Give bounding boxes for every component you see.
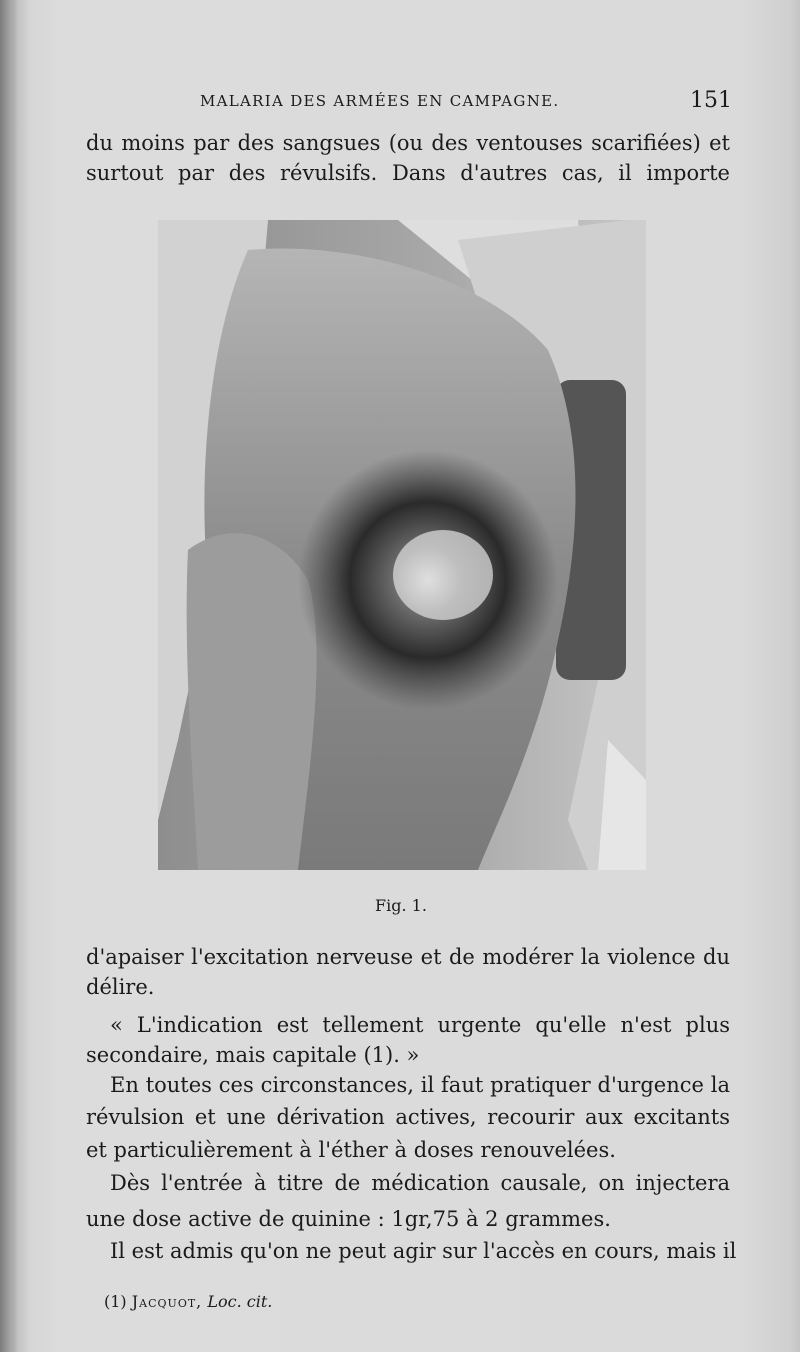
body-line-9: et particulièrement à l'éther à doses renouvelées. xyxy=(86,1138,616,1162)
body-line-6: secondaire, mais capitale (1). » xyxy=(86,1043,420,1067)
body-line-7: En toutes ces circonstances, il faut pratiquer d'urgence la xyxy=(110,1073,730,1097)
body-line-2: surtout par des révulsifs. Dans d'autres cas, il importe xyxy=(86,161,730,185)
footnote xyxy=(104,1292,272,1311)
body-line-11: une dose active de quinine : 1gr,75 à 2 grammes. xyxy=(86,1207,611,1231)
figure-caption: Fig. 1. xyxy=(375,896,427,915)
body-line-12: Il est admis qu'on ne peut agir sur l'accès en cours, mais il xyxy=(110,1239,737,1263)
footnote-marker: (1) xyxy=(104,1292,127,1311)
footnote-reference: Loc. cit. xyxy=(207,1292,273,1311)
body-line-3: d'apaiser l'excitation nerveuse et de modérer la violence du xyxy=(86,945,730,969)
body-line-10: Dès l'entrée à titre de médication causale, on injectera xyxy=(110,1171,730,1195)
footnote-author: Jacquot, xyxy=(131,1292,203,1311)
body-line-1: du moins par des sangsues (ou des ventouses scarifiées) et xyxy=(86,131,730,155)
figure-photograph xyxy=(158,220,646,870)
body-line-5: « L'indication est tellement urgente qu'elle n'est plus xyxy=(110,1013,730,1037)
body-line-8: révulsion et une dérivation actives, recourir aux excitants xyxy=(86,1105,730,1129)
running-header: MALARIA DES ARMÉES EN CAMPAGNE. xyxy=(200,92,560,110)
page-binding-shadow xyxy=(0,0,18,1352)
body-line-4: délire. xyxy=(86,975,155,999)
page-number: 151 xyxy=(690,88,732,113)
